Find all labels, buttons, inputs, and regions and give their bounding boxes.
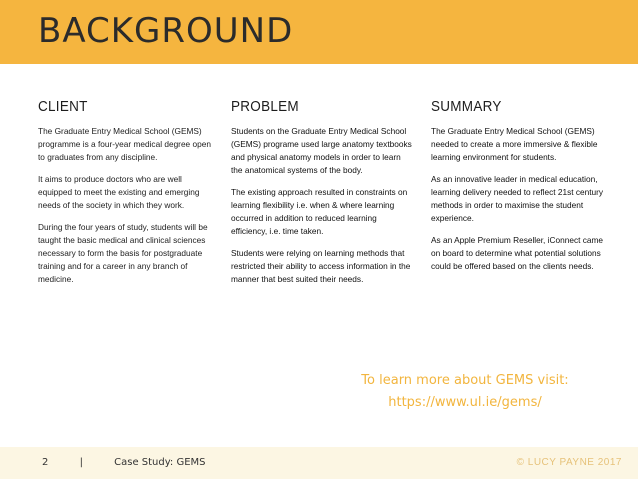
footer-separator: | <box>79 457 83 468</box>
visit-text: To learn more about GEMS visit: <box>361 373 569 388</box>
summary-paragraph: As an Apple Premium Reseller, iConnect came on board to determine what potential solutions could be offered based on the clients needs. <box>431 235 604 271</box>
footer-label: Case Study: GEMS <box>114 457 206 468</box>
summary-paragraph: The Graduate Entry Medical School (GEMS) needed to create a more immersive & flexible learning environment for students. <box>431 126 598 162</box>
footer-left <box>42 457 206 468</box>
page-title: BACKGROUND <box>38 11 294 51</box>
visit-callout <box>320 370 610 414</box>
problem-heading: PROBLEM <box>231 98 299 115</box>
client-paragraph: The Graduate Entry Medical School (GEMS) programme is a four-year medical degree open to graduates from any discipline. <box>38 126 211 162</box>
gems-link[interactable]: https://www.ul.ie/gems/ <box>388 395 542 410</box>
summary-column <box>431 98 611 282</box>
summary-heading: SUMMARY <box>431 98 502 115</box>
summary-paragraph: As an innovative leader in medical education, learning delivery needed to reflect 21st century methods in order to maximise the student experience. <box>431 174 604 223</box>
client-heading: CLIENT <box>38 98 88 115</box>
client-paragraph: During the four years of study, students will be taught the basic medical and clinical sciences necessary to form the basis for postgraduate training and for a career in any branch of medicine. <box>38 222 208 284</box>
problem-paragraph: Students were relying on learning methods that restricted their ability to access information in the manner that best suited their needs. <box>231 248 411 284</box>
problem-column <box>231 98 413 295</box>
problem-paragraph: Students on the Graduate Entry Medical School (GEMS) programe used large anatomy textbooks and physical anatomy models in order to learn the anatomical systems of the body. <box>231 126 412 175</box>
client-column <box>38 98 213 295</box>
copyright: © LUCY PAYNE 2017 <box>516 457 622 468</box>
client-paragraph: It aims to produce doctors who are well equipped to meet the existing and emerging needs of the society in which they work. <box>38 174 200 210</box>
page-number: 2 <box>42 457 49 468</box>
header-bar <box>0 0 638 64</box>
problem-paragraph: The existing approach resulted in constraints on learning flexibility i.e. when & where learning occurred in addition to reduced learning efficiency, i.e. time taken. <box>231 187 408 236</box>
